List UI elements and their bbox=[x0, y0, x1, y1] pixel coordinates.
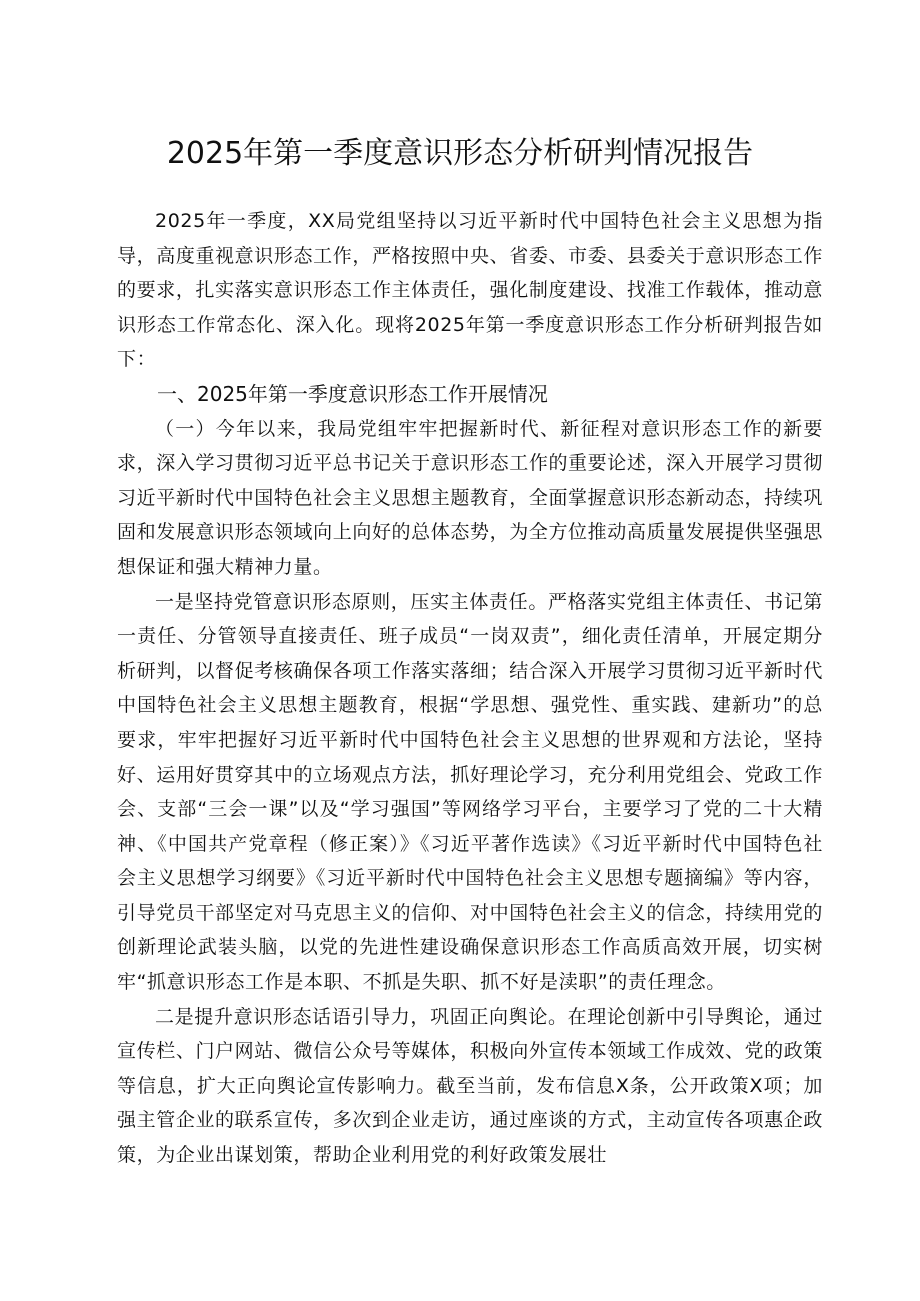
document-title: 2025年第一季度意识形态分析研判情况报告 bbox=[166, 136, 754, 171]
intro-paragraph: 2025年一季度，XX局党组坚持以习近平新时代中国特色社会主义思想为指导，高度重视意识形态工作，严格按照中央、省委、市委、县委关于意识形态工作的要求，扎实落实意识形态工作主体责任，强化制度建设、找准工作载体，推动意识形态工作常态化、深入化。现将2025年第一季度意识形态工作分析研判报告如下： bbox=[117, 210, 823, 371]
section-heading-1: 一、2025年第一季度意识形态工作开展情况 bbox=[157, 381, 548, 406]
paragraph-2: 一是坚持党管意识形态原则，压实主体责任。严格落实党组主体责任、书记第一责任、分管领导直接责任、班子成员“一岗双责”，细化责任清单，开展定期分析研判，以督促考核确保各项工作落实落细；结合深入开展学习贯彻习近平新时代中国特色社会主义思想主题教育，根据“学思想、强党性、重实践、建新功”的总要求，牢牢把握好习近平新时代中国特色社会主义思想的世界观和方法论，坚持好、运用好贯穿其中的立场观点方法，抓好理论学习，充分利用党组会、党政工作会、支部“三会一课”以及“学习强国”等网络学习平台，主要学习了党的二十大精神、《中国共产党章程（修正案）》《习近平著作选读》《习近平新时代中国特色社会主义思想学习纲要》《习近平新时代中国特色社会主义思想专题摘编》等内容，引导党员干部坚定对马克思主义的信仰、对中国特色社会主义的信念，持续用党的创新理论武装头脑，以党的先进性建设确保意识形态工作高质高效开展，切实树牢“抓意识形态工作是本职、不抓是失职、抓不好是渎职”的责任理念。 bbox=[117, 590, 823, 994]
document-body bbox=[117, 204, 823, 1173]
paragraph-3: 二是提升意识形态话语引导力，巩固正向舆论。在理论创新中引导舆论，通过宣传栏、门户网站、微信公众号等媒体，积极向外宣传本领域工作成效、党的政策等信息，扩大正向舆论宣传影响力。截至当前，发布信息X条，公开政策X项；加强主管企业的联系宣传，多次到企业走访，通过座谈的方式，主动宣传各项惠企政策，为企业出谋划策，帮助企业利用党的利好政策发展壮 bbox=[117, 1005, 823, 1167]
paragraph-1: （一）今年以来，我局党组牢牢把握新时代、新征程对意识形态工作的新要求，深入学习贯彻习近平总书记关于意识形态工作的重要论述，深入开展学习贯彻习近平新时代中国特色社会主义思想主题教育，全面掌握意识形态新动态，持续巩固和发展意识形态领域向上向好的总体态势，为全方位推动高质量发展提供坚强思想保证和强大精神力量。 bbox=[117, 417, 823, 578]
